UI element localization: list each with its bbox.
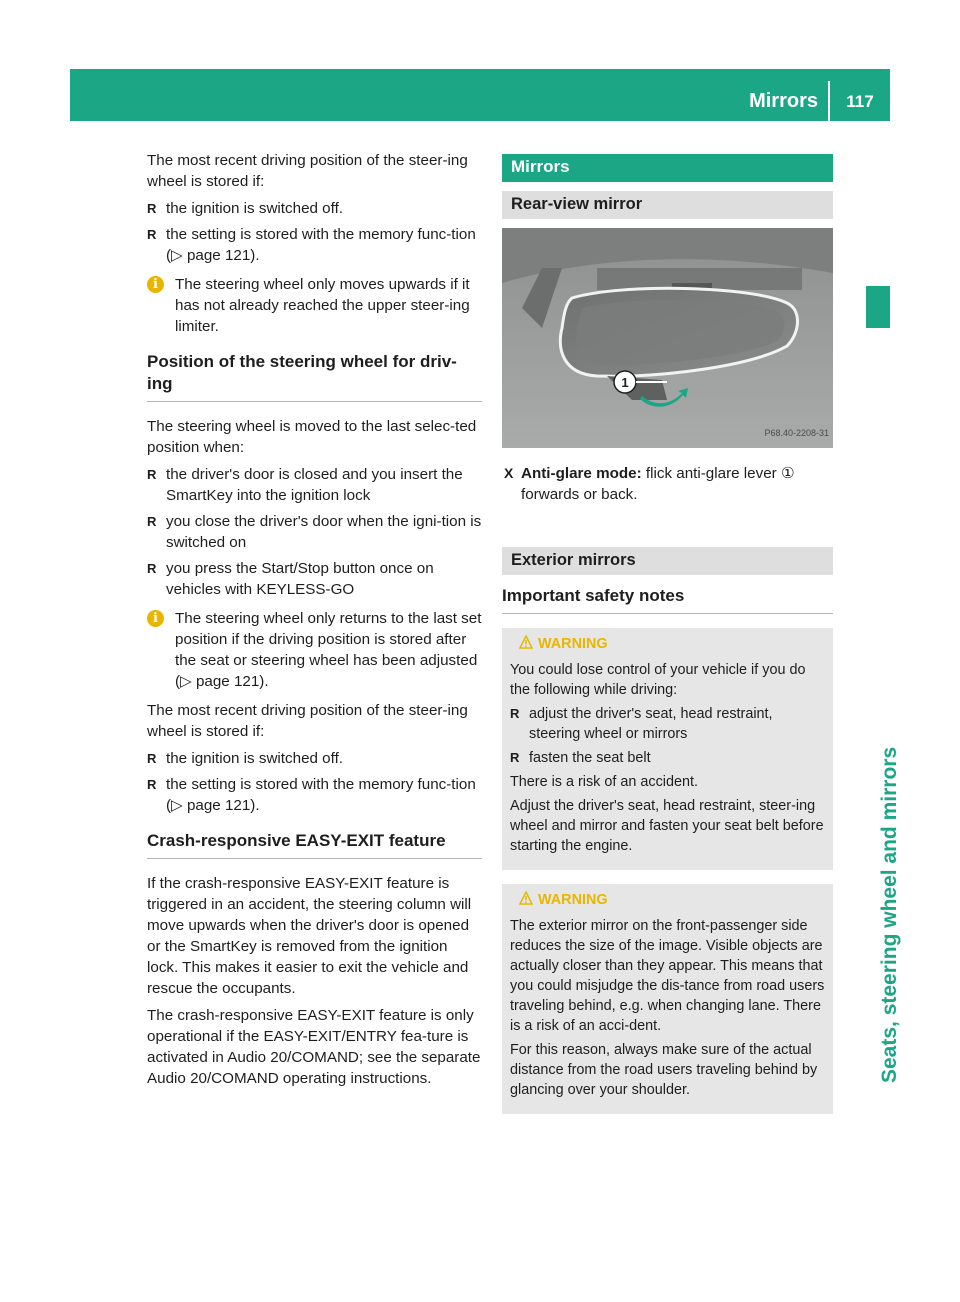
side-tab-label: Seats, steering wheel and mirrors — [878, 746, 901, 1083]
list-item: R the driver's door is closed and you insert the SmartKey into the ignition lock — [147, 466, 463, 504]
warning-text: The exterior mirror on the front-passenger side reduces the size of the image. Visible objects are actually closer than they appear. This means that you could misjudge the dis-tance from road users traveling behind, e.g. when changing lane. There is a risk of an acci-dent. — [510, 918, 825, 1034]
list-item: R the ignition is switched off. — [147, 200, 344, 217]
right-column — [502, 154, 833, 1114]
warning-title: WARNING — [510, 890, 825, 910]
info-note: i The steering wheel only moves upwards if it has not already reached the upper steer-ing limiter. — [147, 274, 482, 337]
info-icon: i — [147, 276, 164, 293]
paragraph: The crash-responsive EASY-EXIT feature is only operational if the EASY-EXIT/ENTRY fea-ture is activated in Audio 20/COMAND; see the separate Audio 20/COMAND operating instructions. — [147, 1007, 481, 1087]
page-header — [70, 69, 890, 121]
paragraph: The most recent driving position of the steer-ing wheel is stored if: — [147, 152, 468, 190]
warning-title: WARNING — [510, 634, 825, 654]
warning-text: You could lose control of your vehicle if you do the following while driving: — [510, 662, 806, 698]
warning-text: For this reason, always make sure of the actual distance from the road users traveling behind by glancing over your shoulder. — [510, 1042, 818, 1098]
list-item: R the setting is stored with the memory func-tion (▷ page 121). — [147, 776, 476, 814]
warning-text: Adjust the driver's seat, head restraint, steer-ing wheel and mirror and fasten your seat belt before starting the engine. — [510, 798, 824, 854]
paragraph: If the crash-responsive EASY-EXIT feature is triggered in an accident, the steering column will move upwards when the driver's door is opened or the SmartKey is removed from the ignition lock. This makes it easier to exit the vehicle and rescue the occupants. — [147, 875, 472, 997]
warning-icon — [519, 891, 533, 905]
bullet-icon: R — [147, 227, 157, 242]
image-reference-code: P68.40-2208-31 — [764, 428, 829, 438]
side-tab-marker — [866, 286, 890, 328]
bullet-icon: R — [147, 467, 157, 482]
info-note: i The steering wheel only returns to the last set position if the driving position is stored after the seat or steering wheel has been adjusted (▷ page 121). — [147, 608, 482, 692]
warning-box — [502, 884, 833, 1114]
instruction-step — [502, 463, 833, 505]
bullet-icon: R — [147, 201, 157, 216]
left-column — [147, 150, 482, 1095]
bullet-icon: R — [147, 561, 157, 576]
bullet-icon: R — [147, 777, 157, 792]
step-label: Anti-glare mode: — [521, 465, 642, 482]
page-number: 117 — [846, 92, 874, 111]
step-arrow-icon: X — [504, 465, 514, 481]
step-text: flick anti-glare lever ① forwards or back. — [521, 465, 795, 503]
list-item: R the setting is stored with the memory func-tion (▷ page 121). — [147, 226, 476, 264]
section-band-mirrors: Mirrors — [502, 154, 833, 182]
list-item: R adjust the driver's seat, head restraint, steering wheel or mirrors — [510, 706, 773, 742]
section-heading: Crash-responsive EASY-EXIT feature — [147, 830, 482, 859]
list-item: R fasten the seat belt — [510, 750, 651, 766]
section-heading: Position of the steering wheel for driv-ing — [147, 351, 482, 402]
section-title: Mirrors — [749, 90, 818, 112]
bullet-icon: R — [510, 750, 520, 765]
subsection-band-rearview: Rear-view mirror — [502, 191, 833, 219]
header-divider — [828, 81, 830, 121]
list-item: R you close the driver's door when the igni-tion is switched on — [147, 513, 482, 551]
bullet-icon: R — [147, 514, 157, 529]
list-item: R the ignition is switched off. — [147, 750, 344, 767]
bullet-icon: R — [510, 706, 520, 721]
paragraph: The steering wheel is moved to the last selec-ted position when: — [147, 418, 477, 456]
mirror-drawing — [502, 228, 833, 448]
rear-view-mirror-illustration — [502, 228, 833, 448]
info-icon: i — [147, 610, 164, 627]
paragraph: The most recent driving position of the steer-ing wheel is stored if: — [147, 702, 468, 740]
warning-box — [502, 628, 833, 870]
section-heading: Important safety notes — [502, 585, 833, 614]
subsection-band-exterior: Exterior mirrors — [502, 547, 833, 575]
warning-icon — [519, 635, 533, 649]
warning-text: There is a risk of an accident. — [510, 774, 698, 790]
bullet-icon: R — [147, 751, 157, 766]
callout-number: 1 — [621, 375, 629, 390]
list-item: R you press the Start/Stop button once on vehicles with KEYLESS-GO — [147, 560, 434, 598]
